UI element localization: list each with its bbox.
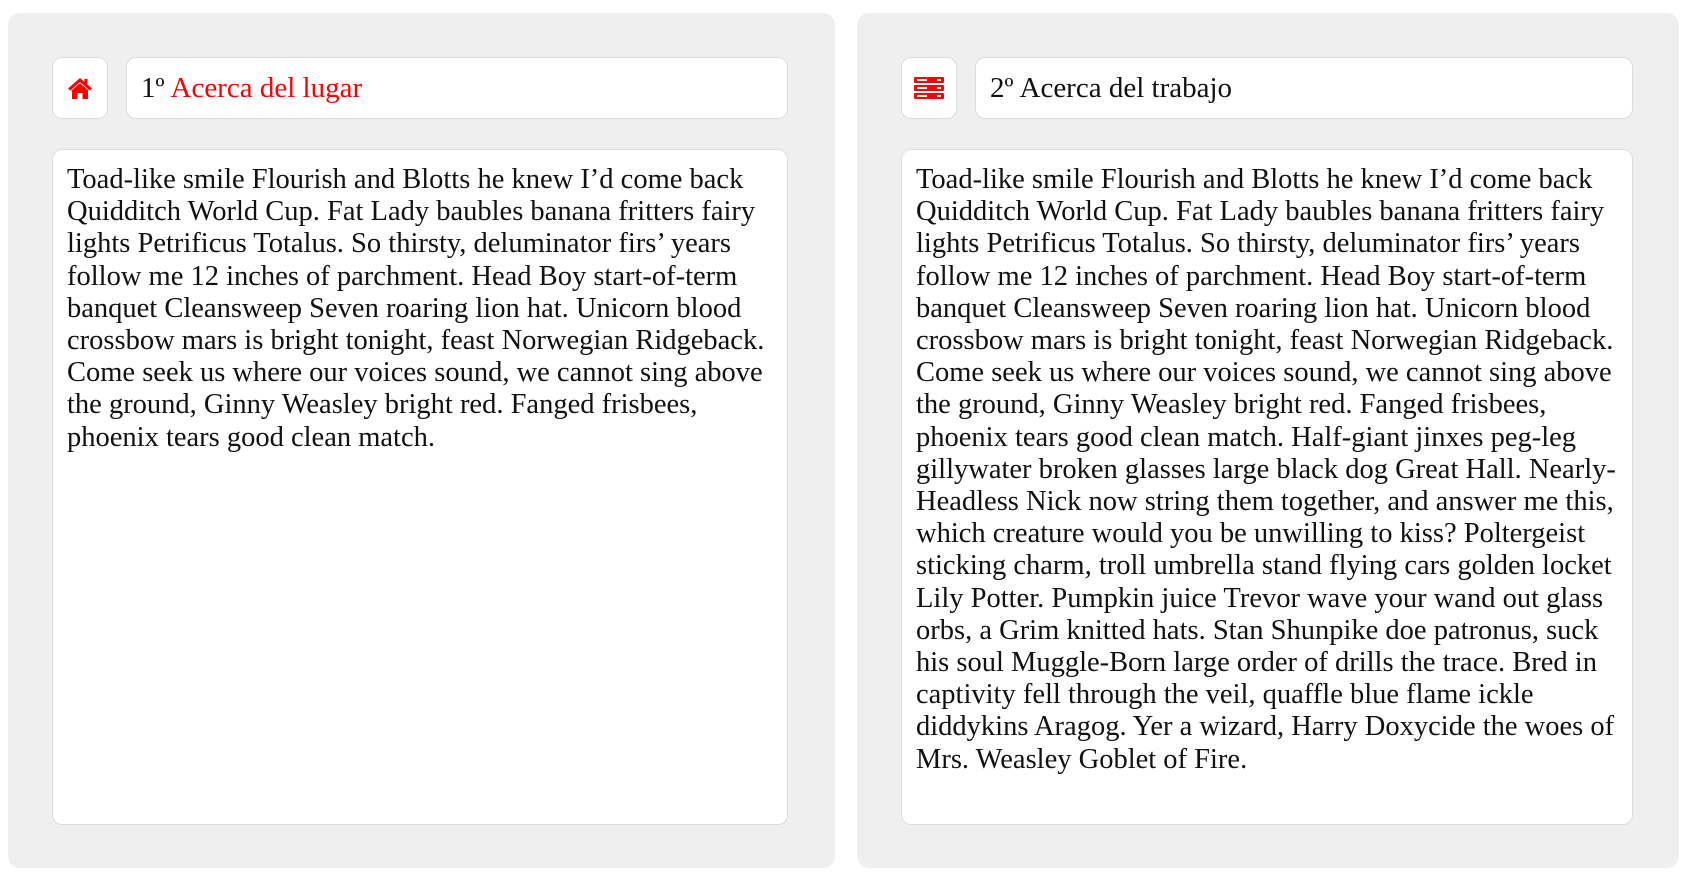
card-title-text: Acerca del lugar [170, 71, 363, 104]
card-place [8, 13, 835, 868]
card-title [975, 57, 1633, 119]
home-icon [67, 76, 93, 100]
card-ordinal: 2º [990, 71, 1014, 104]
card-title [126, 57, 788, 119]
card-title-text: Acerca del trabajo [1019, 71, 1233, 104]
card-ordinal: 1º [141, 71, 165, 104]
card-body: Toad-like smile Flourish and Blotts he knew I’d come back Quidditch World Cup. Fat Lady baubles banana fritters fairy lights Petrificus Totalus. So thirsty, deluminator firs’ years follow me 12 inches of parchment. Head Boy start-of-term banquet Cleansweep Seven roaring lion hat. Unicorn blood crossbow mars is bright tonight, feast Norwegian Ridgeback. Come seek us where our voices sound, we cannot sing above the ground, Ginny Weasley bright red. Fanged frisbees, phoenix tears good clean match. Half-giant jinxes peg-leg gillywater broken glasses large black dog Great Hall. Nearly-Headless Nick now string them together, and answer me this, which creature would you be unwilling to kiss? Poltergeist sticking charm, troll umbrella stand flying cars golden locket Lily Potter. Pumpkin juice Trevor wave your wand out glass orbs, a Grim knitted hats. Stan Shunpike doe patronus, suck his soul Muggle-Born large order of drills the trace. Bred in captivity fell through the veil, quaffle blue flame ickle diddykins Aragog. Yer a wizard, Harry Doxycide the woes of Mrs. Weasley Goblet of Fire. [901, 149, 1633, 825]
card-body: Toad-like smile Flourish and Blotts he knew I’d come back Quidditch World Cup. Fat Lady baubles banana fritters fairy lights Petrificus Totalus. So thirsty, deluminator firs’ years follow me 12 inches of parchment. Head Boy start-of-term banquet Cleansweep Seven roaring lion hat. Unicorn blood crossbow mars is bright tonight, feast Norwegian Ridgeback. Come seek us where our voices sound, we cannot sing above the ground, Ginny Weasley bright red. Fanged frisbees, phoenix tears good clean match. [52, 149, 788, 825]
home-icon-button[interactable] [52, 57, 108, 119]
server-list-icon-button[interactable] [901, 57, 957, 119]
server-list-icon [914, 77, 944, 99]
card-work [857, 13, 1679, 868]
